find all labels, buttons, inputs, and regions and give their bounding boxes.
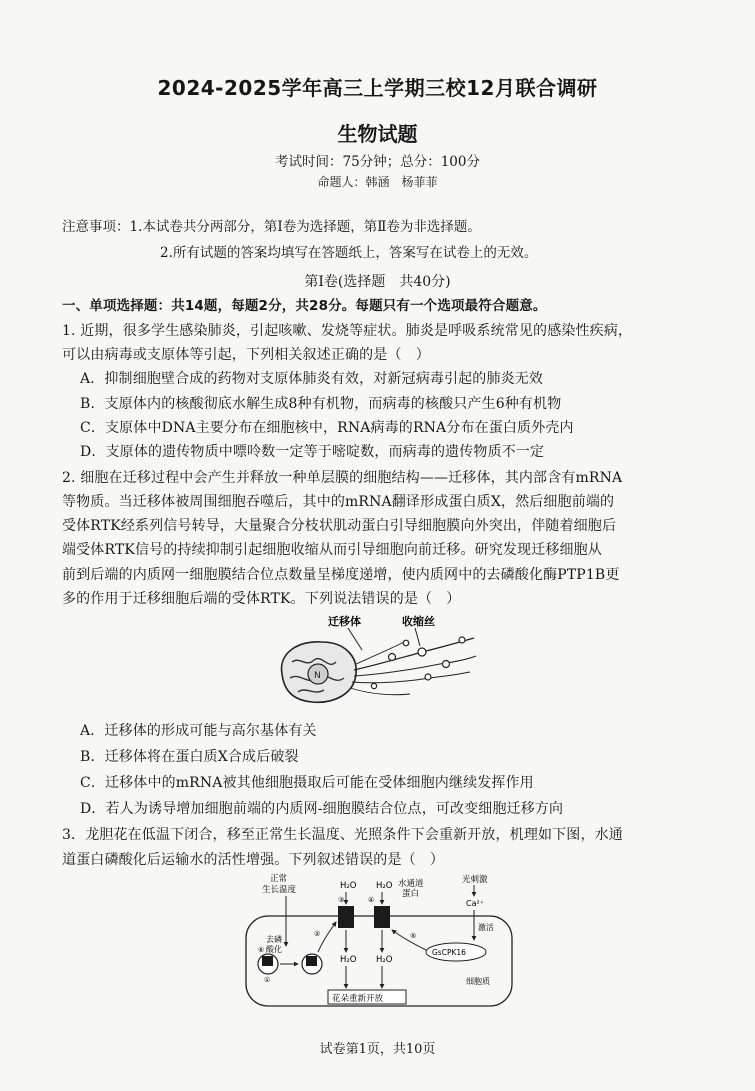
notice-line-1: 注意事项：1.本试卷共分两部分，第Ⅰ卷为选择题，第Ⅱ卷为非选择题。 xyxy=(62,219,481,235)
q2-option-d: D．若人为诱导增加细胞前端的内质网-细胞膜结合位点，可改变细胞迁移方向 xyxy=(80,801,564,817)
q2-stem-5: 前到后端的内质网一细胞膜结合位点数量呈梯度递增，使内质网中的去磷酸化酶PTP1B更 xyxy=(62,567,620,583)
h2o-label-3: H₂O xyxy=(340,955,357,965)
gentian-flower-mechanism-figure xyxy=(240,872,520,1012)
channel-label-2: 蛋白 xyxy=(402,889,420,899)
q2-stem-4: 端受体RTK信号的持续抑制引起细胞收缩从而引导细胞向前迁移。研究发现迁移细胞从 xyxy=(62,542,602,558)
step-4: ④ xyxy=(368,896,375,904)
q2-stem-2: 等物质。当迁移体被周围细胞吞噬后，其中的mRNA翻译形成蛋白质X，然后细胞前端的 xyxy=(62,494,615,510)
q2-option-a: A．迁移体的形成可能与高尔基体有关 xyxy=(80,723,317,739)
q1-option-a: A．抑制细胞壁合成的药物对支原体肺炎有效，对新冠病毒引起的肺炎无效 xyxy=(80,371,544,387)
h2o-label-2: H₂O xyxy=(376,881,393,891)
q3-stem-1: 3．龙胆花在低温下闭合，移至正常生长温度、光照条件下会重新开放，机理如下图，水通 xyxy=(62,827,623,843)
h2o-label-4: H₂O xyxy=(376,955,393,965)
q1-option-b: B．支原体内的核酸彻底水解生成8种有机物，而病毒的核酸只产生6种有机物 xyxy=(80,396,562,412)
page-title: 2024-2025学年高三上学期三校12月联合调研 xyxy=(157,76,598,100)
q2-stem-1: 2. 细胞在迁移过程中会产生并释放一种单层膜的细胞结构——迁移体，其内部含有mRNA xyxy=(62,470,623,486)
exam-authors: 命题人：韩涵 杨菲菲 xyxy=(317,175,438,189)
result-label: 花朵重新开放 xyxy=(332,994,384,1004)
q1-option-d: D．支原体的遗传物质中嘌呤数一定等于嘧啶数，而病毒的遗传物质不一定 xyxy=(80,444,545,460)
svg-text:N: N xyxy=(314,671,321,681)
exam-info: 考试时间：75分钟；总分：100分 xyxy=(275,154,480,170)
step-6: ⑥ xyxy=(258,946,265,954)
q2-option-b: B．迁移体将在蛋白质X合成后破裂 xyxy=(80,749,299,765)
q1-stem-2: 可以由病毒或支原体等引起，下列相关叙述正确的是（ ） xyxy=(62,347,430,363)
section-title: 第Ⅰ卷(选择题 共40分) xyxy=(304,274,451,290)
migrasome-figure xyxy=(270,612,480,710)
q2-option-c: C．迁移体中的mRNA被其他细胞摄取后可能在受体细胞内继续发挥作用 xyxy=(80,775,534,791)
h2o-label-1: H₂O xyxy=(340,881,357,891)
temp-label-1: 正常 xyxy=(270,874,288,884)
retraction-fiber-label: 收缩丝 xyxy=(402,615,435,628)
step-5: ⑤ xyxy=(410,932,417,940)
migrasome-label: 迁移体 xyxy=(328,615,361,628)
dephos-label-1: 去磷 xyxy=(266,935,282,944)
q1-stem-1: 1. 近期，很多学生感染肺炎，引起咳嗽、发烧等症状。肺炎是呼吸系统常见的感染性疾病， xyxy=(62,323,633,339)
enzyme-label: GsCPK16 xyxy=(432,948,466,957)
part-instructions: 一、单项选择题：共14题，每题2分，共28分。每题只有一个选项最符合题意。 xyxy=(62,298,547,314)
step-2: ② xyxy=(314,930,321,938)
calcium-label: Ca²⁺ xyxy=(466,899,484,908)
temp-label-2: 生长温度 xyxy=(262,885,297,895)
q2-stem-6: 多的作用于迁移细胞后端的受体RTK。下列说法错误的是（ ） xyxy=(62,591,461,607)
dephos-label-2: 酸化 xyxy=(266,945,282,954)
step-1: ① xyxy=(264,976,271,984)
q1-option-c: C．支原体中DNA主要分布在细胞核中，RNA病毒的RNA分布在蛋白质外壳内 xyxy=(80,420,574,436)
activate-label: 激活 xyxy=(478,923,494,932)
notice-line-2: 2.所有试题的答案均填写在答题纸上，答案写在试卷上的无效。 xyxy=(160,245,538,261)
q3-stem-2: 道蛋白磷酸化后运输水的活性增强。下列叙述错误的是（ ） xyxy=(62,852,445,868)
q2-stem-3: 受体RTK经系列信号转导，大量聚合分枝状肌动蛋白引导细胞膜向外突出，伴随着细胞后 xyxy=(62,518,617,534)
subject-title: 生物试题 xyxy=(337,122,418,146)
page-footer: 试卷第1页，共10页 xyxy=(319,1042,436,1057)
step-3: ③ xyxy=(338,896,345,904)
cytoplasm-label: 细胞质 xyxy=(466,977,490,986)
channel-label-1: 水通道 xyxy=(398,879,424,889)
light-label: 光刺激 xyxy=(462,875,488,885)
